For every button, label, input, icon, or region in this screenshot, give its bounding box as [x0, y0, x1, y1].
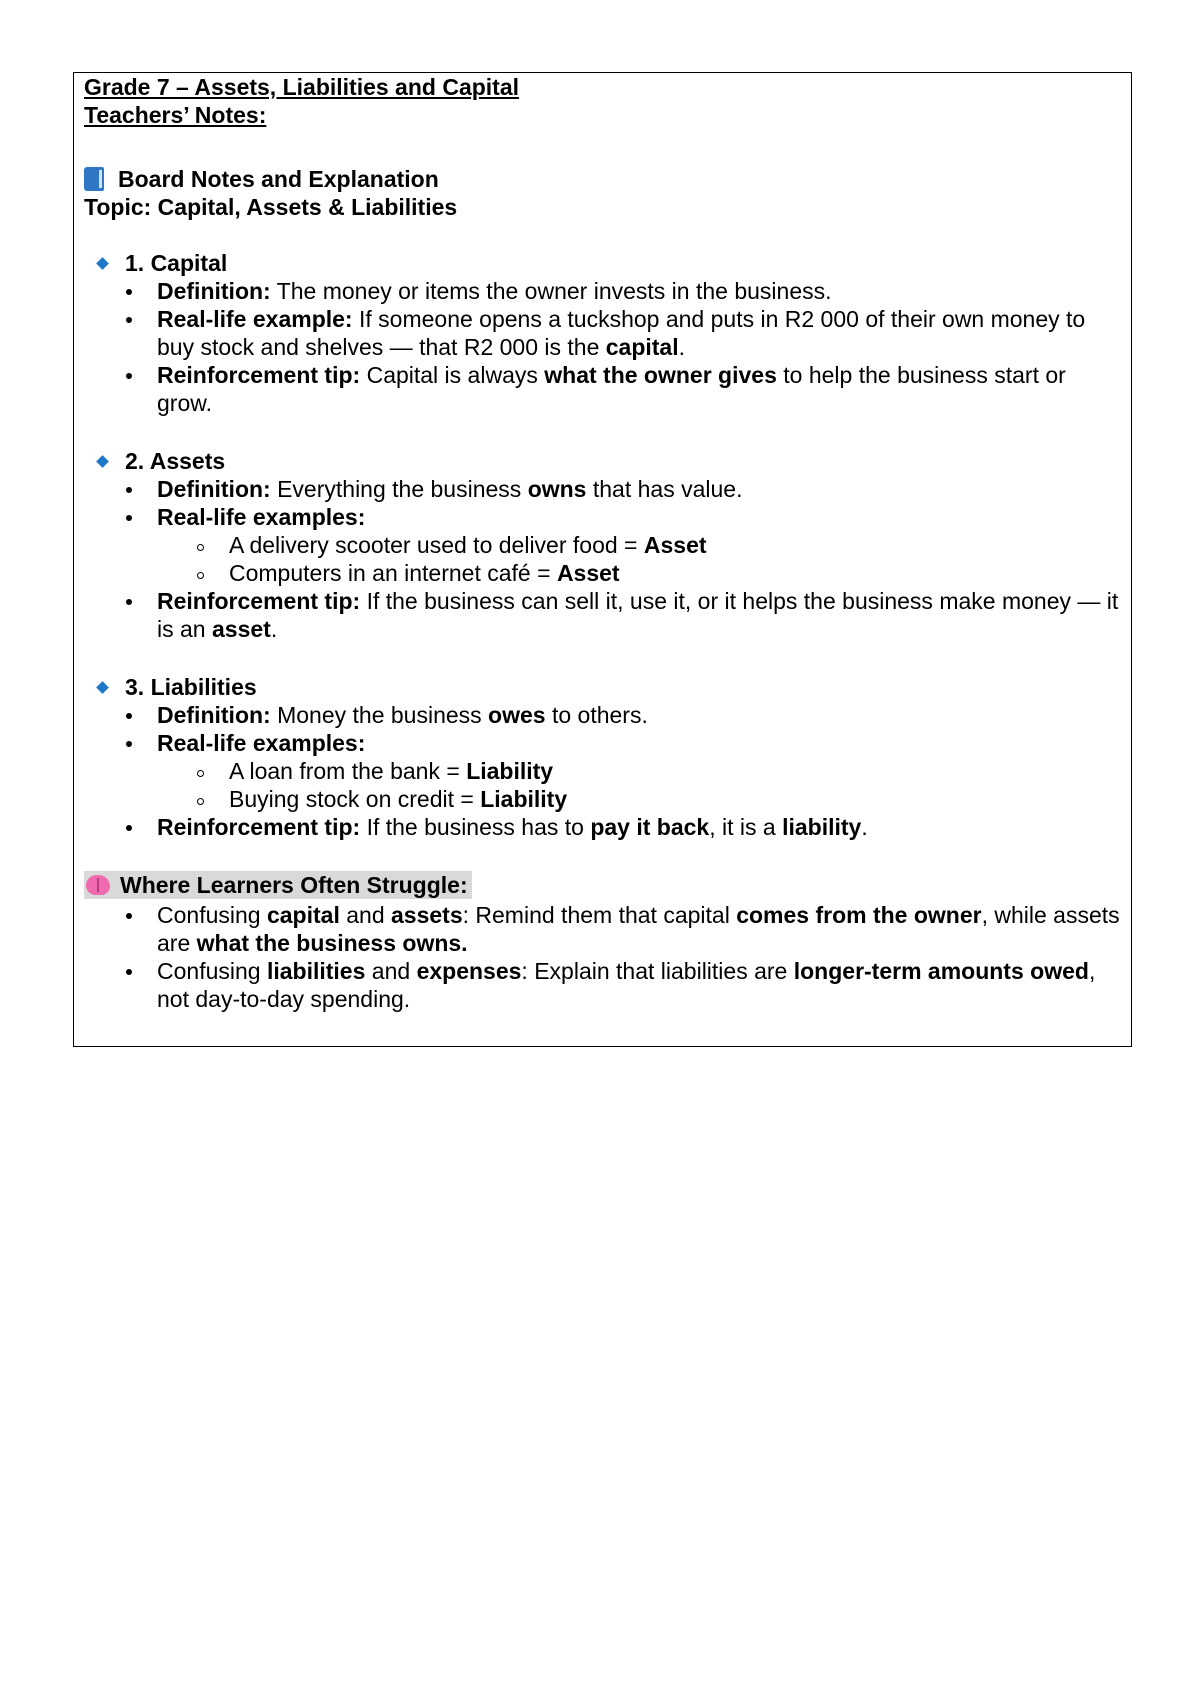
struggle-heading: [84, 871, 472, 899]
list-item: Real-life examples: A delivery scooter used to deliver food = Asset Computers in an internet café = Asset: [84, 503, 1124, 587]
liabilities-list: [84, 701, 1124, 841]
blue-book-icon: [84, 167, 104, 191]
capital-heading-text: 1. Capital: [125, 250, 228, 276]
diamond-bullet-icon: [96, 257, 109, 270]
sub-list-item: Computers in an internet café = Asset: [84, 559, 1124, 587]
list-item: Real-life example: If someone opens a tuckshop and puts in R2 000 of their own money to buy stock and shelves — that R2 000 is the capital.: [84, 305, 1124, 361]
list-item: Definition: Money the business owes to others.: [84, 701, 1124, 729]
sub-list-item: Buying stock on credit = Liability: [84, 785, 1124, 813]
list-item: Definition: The money or items the owner invests in the business.: [84, 277, 1124, 305]
list-item: Definition: Everything the business owns that has value.: [84, 475, 1124, 503]
list-item: Real-life examples: A loan from the bank = Liability Buying stock on credit = Liability: [84, 729, 1124, 813]
liabilities-heading-text: 3. Liabilities: [125, 674, 257, 700]
page-title: Grade 7 – Assets, Liabilities and Capital: [84, 74, 520, 100]
list-item: Confusing capital and assets: Remind them that capital comes from the owner, while assets are what the business owns.: [84, 901, 1124, 957]
capital-heading: [94, 249, 1124, 277]
list-item: Reinforcement tip: Capital is always what the owner gives to help the business start or grow.: [84, 361, 1124, 417]
liabilities-heading: [94, 673, 1124, 701]
page-subtitle: Teachers’ Notes:: [84, 102, 267, 128]
list-item: Reinforcement tip: If the business has to pay it back, it is a liability.: [84, 813, 1124, 841]
struggle-heading-text: Where Learners Often Struggle:: [120, 872, 468, 898]
capital-list: [84, 277, 1124, 417]
assets-heading: [94, 447, 1124, 475]
assets-heading-text: 2. Assets: [125, 448, 226, 474]
assets-examples: [157, 531, 1124, 587]
assets-list: [84, 475, 1124, 643]
list-item: Reinforcement tip: If the business can sell it, use it, or it helps the business make money — it is an asset.: [84, 587, 1124, 643]
diamond-bullet-icon: [96, 455, 109, 468]
liabilities-examples: [157, 757, 1124, 813]
list-item: Confusing liabilities and expenses: Explain that liabilities are longer-term amounts owed, not day-to-day spending.: [84, 957, 1124, 1013]
board-heading-text: Board Notes and Explanation: [118, 166, 439, 192]
sub-list-item: A delivery scooter used to deliver food = Asset: [84, 531, 1124, 559]
notes-content: [84, 73, 1124, 1013]
sub-list-item: A loan from the bank = Liability: [84, 757, 1124, 785]
board-notes-heading: [84, 165, 1124, 193]
topic-line: Topic: Capital, Assets & Liabilities: [84, 194, 458, 220]
diamond-bullet-icon: [96, 681, 109, 694]
brain-icon: [86, 875, 110, 895]
struggle-list: [84, 901, 1124, 1013]
